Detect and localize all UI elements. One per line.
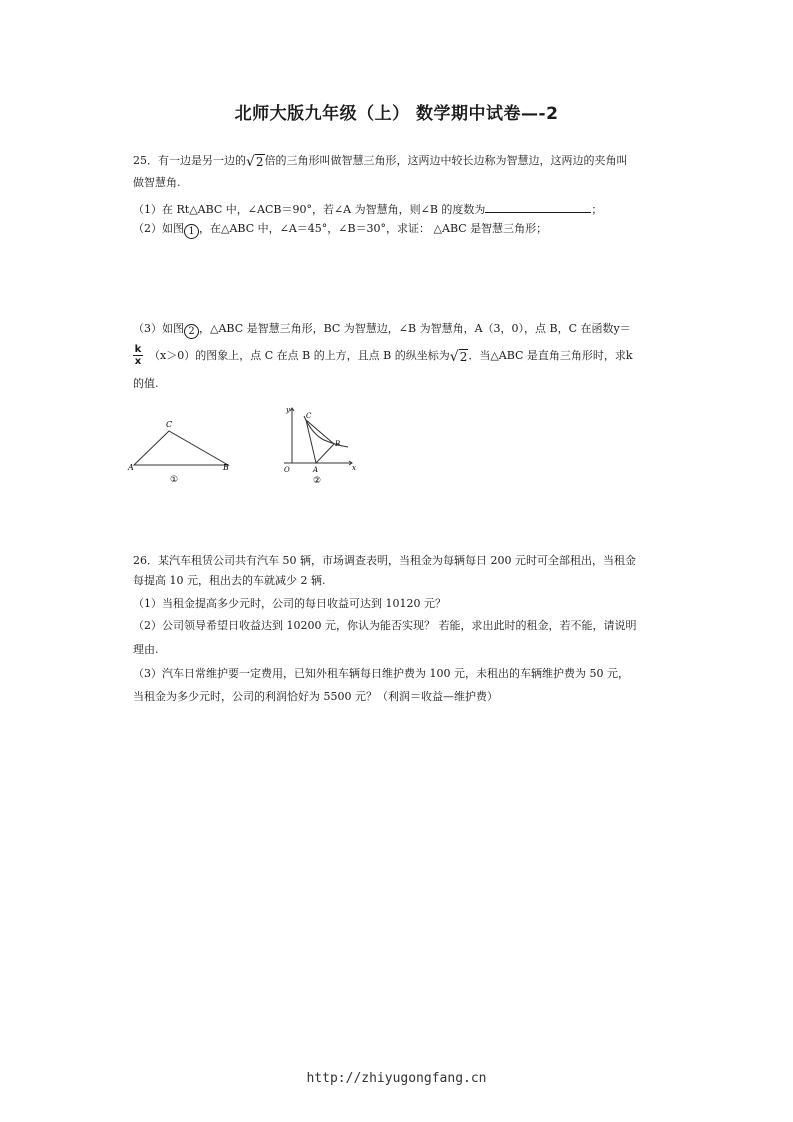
q25-part2-text-b: ，在△ABC 中，∠A＝45°，∠B＝30°，求证： △ABC 是智慧三角形； xyxy=(199,222,548,235)
fraction-denominator: x xyxy=(134,356,142,367)
segment-cb xyxy=(306,420,334,444)
sqrt-symbol-2: √2 xyxy=(449,349,468,365)
triangle-abc xyxy=(134,431,228,465)
fraction-numerator: k xyxy=(134,344,142,355)
figure-1-triangle xyxy=(125,412,240,487)
q25-part1-end: ； xyxy=(591,203,603,216)
q25-part2 xyxy=(133,222,547,239)
q25-intro-text-a: 25．有一边是另一边的 xyxy=(133,154,246,167)
q25-intro-line1 xyxy=(133,154,628,169)
label-a: A xyxy=(128,463,134,472)
q25-intro-line2: 做智慧角. xyxy=(133,176,181,189)
q26-intro-line2: 每提高 10 元，租出去的车就减少 2 辆. xyxy=(133,574,326,587)
q25-part3-line1 xyxy=(133,322,631,339)
q26-intro-line1: 26．某汽车租赁公司共有汽车 50 辆，市场调查表明，当租金为每辆每日 200 元时可全部租出，当租金 xyxy=(133,554,636,567)
q25-part3-text-d: ．当△ABC 是直角三角形时，求k xyxy=(468,349,633,362)
q25-part3-text-a: （3）如图 xyxy=(133,322,184,335)
q25-part3-text-c: （x＞0）的图象上，点 C 在点 B 的上方，且点 B 的纵坐标为 xyxy=(149,349,450,362)
q26-part3-line2: 当租金为多少元时，公司的利润恰好为 5500 元？（利润＝收益—维护费） xyxy=(133,690,498,703)
q25-part3-line3: 的值. xyxy=(133,377,159,390)
label-b: B xyxy=(335,440,341,448)
label-a: A xyxy=(313,466,319,474)
figure-1-caption: ① xyxy=(170,475,179,485)
circled-number-1: 1 xyxy=(184,224,199,239)
figure-2-coordinate-plot xyxy=(278,400,358,486)
q25-part3-line2 xyxy=(149,349,633,364)
label-x: x xyxy=(352,464,356,472)
q25-part1 xyxy=(133,202,602,217)
q26-part1: （1）当租金提高多少元时，公司的每日收益可达到 10120 元？ xyxy=(133,597,446,610)
q25-part3-text-b: ，△ABC 是智慧三角形，BC 为智慧边，∠B 为智慧角，A（3，0），点 B，C 在函数y＝ xyxy=(199,322,631,335)
sqrt-symbol: √2 xyxy=(246,154,264,170)
q25-part1-text: （1）在 Rt△ABC 中，∠ACB＝90°，若∠A 为智慧角，则∠B 的度数为 xyxy=(133,203,486,216)
q25-intro-text-b: 倍的三角形叫做智慧三角形，这两边中较长边称为智慧边，这两边的夹角叫 xyxy=(264,154,628,167)
circled-number-2: 2 xyxy=(184,324,199,339)
label-c: C xyxy=(166,420,173,429)
fraction-k-over-x xyxy=(133,344,143,367)
answer-blank xyxy=(485,202,591,213)
label-o: O xyxy=(284,466,290,474)
q25-part2-text-a: （2）如图 xyxy=(133,222,184,235)
label-y: y xyxy=(286,406,290,414)
q26-part2-line1: （2）公司领导希望日收益达到 10200 元，你认为能否实现？ 若能，求出此时的租金，若不能，请说明 xyxy=(133,619,637,632)
q26-part3-line1: （3）汽车日常维护要一定费用，已知外租车辆每日维护费为 100 元，未租出的车辆维护费为 50 元， xyxy=(133,667,629,680)
footer-url: http://zhiyugongfang.cn xyxy=(306,1071,487,1086)
label-c: C xyxy=(306,412,312,420)
page-title: 北师大版九年级（上） 数学期中试卷—-2 xyxy=(234,104,559,124)
figure-2-caption: ② xyxy=(313,476,322,486)
hyperbola-curve xyxy=(304,416,348,447)
q26-part2-line2: 理由. xyxy=(133,643,159,656)
label-b: B xyxy=(223,463,229,472)
